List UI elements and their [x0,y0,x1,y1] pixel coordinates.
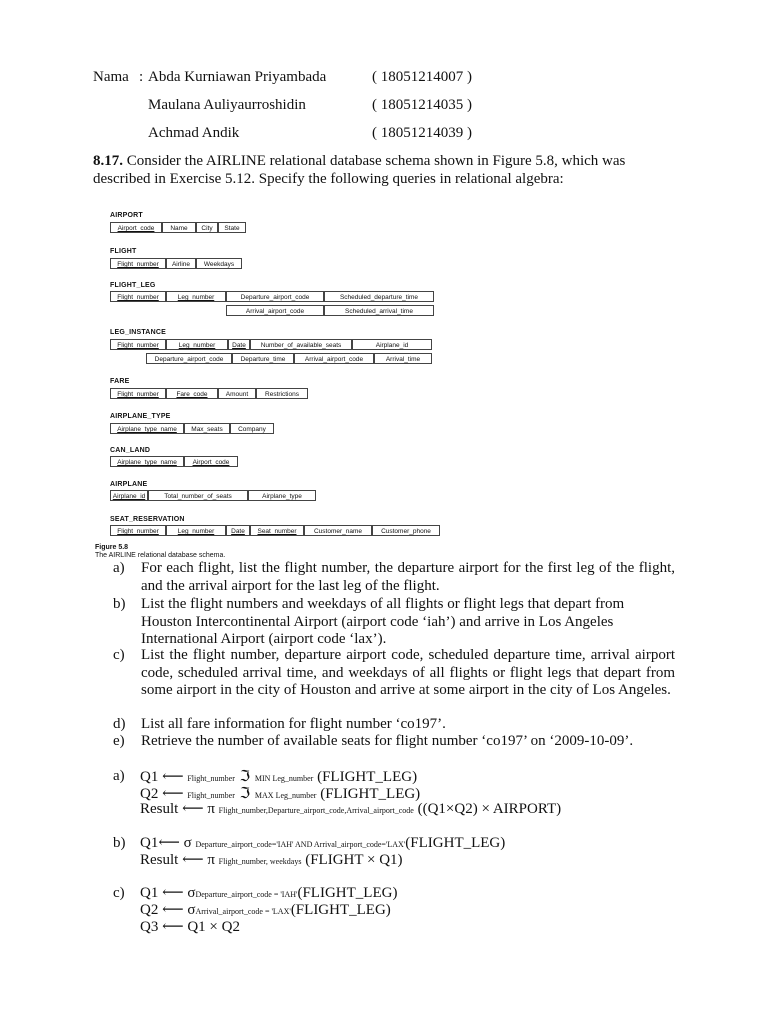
member-nim-2: ( 18051214035 ) [372,97,472,113]
name-colon: : [139,69,144,85]
attr-airplane-id: Airplane_id [352,339,432,350]
attr-departure-airport-code: Departure_airport_code [226,291,324,302]
attr-airplane-type-name: Airplane_type_name [110,456,184,467]
answer-b-label: b) [113,835,126,851]
exercise-number: 8.17. [93,153,123,169]
answer-c-line-2: Q2 ⟵ σArrival_airport_code = 'LAX'(FLIGHT_LEG) [140,902,391,918]
attr-airport-code: Airport_code [110,222,162,233]
question-label: a) [113,560,125,576]
exercise-text: Consider the AIRLINE relational database schema shown in Figure 5.8, which was described in Exercise 5.12. Specify the following queries in relational algebra: [93,153,626,187]
relation-name-can-land: CAN_LAND [110,447,151,454]
attr-flight-number: Flight_number [110,258,166,269]
attr-date: Date [228,339,250,350]
answer-c-line-1: Q1 ⟵ σDeparture_airport_code = 'IAH'(FLIGHT_LEG) [140,885,398,901]
answer-a-line-2: Q2 ⟵ Flight_number ℑ MAX Leg_number (FLIGHT_LEG) [140,784,421,802]
attr-leg-number: Leg_number [166,291,226,302]
attr-airplane-id: Airplane_id [110,490,148,501]
attr-company: Company [230,423,274,434]
relation-name-airport: AIRPORT [110,212,143,219]
attr-scheduled-departure-time: Scheduled_departure_time [324,291,434,302]
relation-name-leg-instance: LEG_INSTANCE [110,329,166,336]
question-label: c) [113,647,125,663]
attr-airline: Airline [166,258,196,269]
answer-b-line-1: Q1⟵ σ Departure_airport_code='IAH' AND Arrival_airport_code='LAX'(FLIGHT_LEG) [140,835,506,851]
question-label: b) [113,596,126,612]
attr-airport-code: Airport_code [184,456,238,467]
relation-name-fare: FARE [110,378,130,385]
relation-name-airplane: AIRPLANE [110,481,148,488]
attr-seat-number: Seat_number [250,525,304,536]
member-name-3: Achmad Andik [148,125,240,141]
attr-date: Date [226,525,250,536]
attr-weekdays: Weekdays [196,258,242,269]
question-text: For each flight, list the flight number, the departure airport for the first leg of the flight, and the arrival airport for the last leg of the flight. [141,560,675,594]
answer-b-line-2: Result ⟵ π Flight_number, weekdays (FLIGHT × Q1) [140,852,403,868]
attr-arrival-airport-code: Arrival_airport_code [294,353,374,364]
attr-state: State [218,222,246,233]
attr-city: City [196,222,218,233]
question-text: List the flight numbers and weekdays of all flights or flight legs that depart from Houston Intercontinental Airport (airport code ‘iah’) and arrive in Los Angeles International Airport (airport code ‘lax’). [141,596,625,647]
attr-arrival-airport-code: Arrival_airport_code [226,305,324,316]
attr-name: Name [162,222,196,233]
exercise-statement [93,152,683,188]
attr-number-of-available-seats: Number_of_available_seats [250,339,352,350]
attr-flight-number: Flight_number [110,291,166,302]
attr-arrival-time: Arrival_time [374,353,432,364]
attr-restrictions: Restrictions [256,388,308,399]
member-name-2: Maulana Auliyaurroshidin [148,97,306,113]
question-text: Retrieve the number of available seats for flight number ‘co197’ on ‘2009-10-09’. [141,733,634,749]
answer-a-line-3: Result ⟵ π Flight_number,Departure_airport_code,Arrival_airport_code ((Q1×Q2) × AIRPORT) [140,801,562,817]
attr-departure-airport-code: Departure_airport_code [146,353,232,364]
question-text: List all fare information for flight number ‘co197’. [141,716,446,732]
attr-airplane-type: Airplane_type [248,490,316,501]
attr-total-number-of-seats: Total_number_of_seats [148,490,248,501]
figure-caption-label: Figure 5.8 [95,544,129,551]
attr-flight-number: Flight_number [110,339,166,350]
question-label: e) [113,733,125,749]
name-label: Nama [93,69,129,85]
attr-max-seats: Max_seats [184,423,230,434]
schema-figure [95,208,475,568]
question-label: d) [113,716,126,732]
attr-scheduled-arrival-time: Scheduled_arrival_time [324,305,434,316]
relation-name-seat-reservation: SEAT_RESERVATION [110,516,185,523]
relation-name-airplane-type: AIRPLANE_TYPE [110,413,171,420]
attr-fare-code: Fare_code [166,388,218,399]
answer-a-line-1: Q1 ⟵ Flight_number ℑ MIN Leg_number (FLIGHT_LEG) [140,767,418,785]
attr-departure-time: Departure_time [232,353,294,364]
answer-c-line-3: Q3 ⟵ Q1 × Q2 [140,919,240,935]
answer-a-label: a) [113,768,125,784]
attr-flight-number: Flight_number [110,525,166,536]
member-nim-3: ( 18051214039 ) [372,125,472,141]
attr-leg-number: Leg_number [166,339,228,350]
question-text: List the flight number, departure airport code, scheduled departure time, arrival airport code, scheduled arrival time, and weekdays of all flights or flight legs that depart from some airport in the city of Houston and arrive at some airport in the city of Los Angeles. [141,647,675,698]
attr-amount: Amount [218,388,256,399]
attr-airplane-type-name: Airplane_type_name [110,423,184,434]
relation-name-flight: FLIGHT [110,248,137,255]
attr-flight-number: Flight_number [110,388,166,399]
member-name-1: Abda Kurniawan Priyambada [148,69,327,85]
attr-customer-name: Customer_name [304,525,372,536]
relation-name-flight-leg: FLIGHT_LEG [110,282,156,289]
answer-c-label: c) [113,885,125,901]
attr-leg-number: Leg_number [166,525,226,536]
figure-caption-text: The AIRLINE relational database schema. [95,552,226,559]
member-nim-1: ( 18051214007 ) [372,69,472,85]
attr-customer-phone: Customer_phone [372,525,440,536]
